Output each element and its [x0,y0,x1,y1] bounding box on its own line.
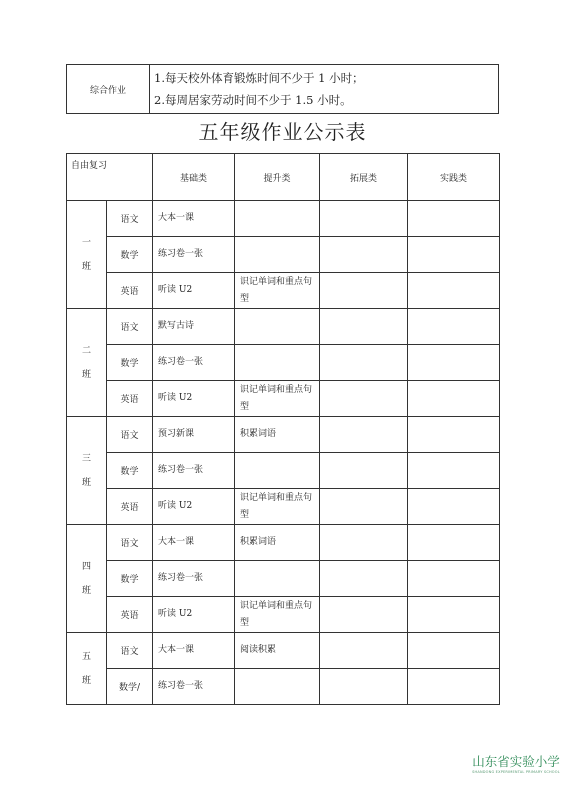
subject-cell: 语文 [107,525,153,561]
table-row [67,453,500,489]
extension-homework-cell [320,381,408,417]
practice-homework-cell [408,417,500,453]
table-row [67,381,500,417]
extension-homework-cell [320,237,408,273]
comprehensive-homework-label: 综合作业 [67,65,150,114]
class-name-cell [67,525,107,633]
extension-homework-cell [320,417,408,453]
class-name-char: 一 [81,237,91,248]
table-row [67,237,500,273]
header-free-review: 自由复习 [67,154,153,201]
extension-homework-cell [320,669,408,705]
class-name-cell [67,633,107,705]
advanced-homework-cell: 识记单词和重点句型 [235,273,320,309]
subject-cell: 数学 [107,453,153,489]
class-name-char: 四 [81,561,91,572]
extension-homework-cell [320,453,408,489]
table-row [67,309,500,345]
table-row [67,201,500,237]
basic-homework-cell: 听读 U2 [153,489,235,525]
advanced-homework-cell: 识记单词和重点句型 [235,489,320,525]
extension-homework-cell [320,273,408,309]
comprehensive-item-2: 2.每周居家劳动时间不少于 1.5 小时。 [154,93,352,107]
practice-homework-cell [408,453,500,489]
subject-cell: 英语 [107,597,153,633]
school-logo [472,752,560,774]
practice-homework-cell [408,381,500,417]
practice-homework-cell [408,273,500,309]
extension-homework-cell [320,201,408,237]
subject-cell: 语文 [107,417,153,453]
subject-cell: 语文 [107,201,153,237]
basic-homework-cell: 大本一课 [153,201,235,237]
basic-homework-cell: 大本一课 [153,525,235,561]
subject-cell: 语文 [107,309,153,345]
table-row [67,489,500,525]
class-name-char: 二 [81,345,91,356]
class-name-char: 五 [81,651,91,662]
practice-homework-cell [408,669,500,705]
basic-homework-cell: 听读 U2 [153,273,235,309]
basic-homework-cell: 听读 U2 [153,597,235,633]
practice-homework-cell [408,309,500,345]
subject-cell: 语文 [107,633,153,669]
comprehensive-homework-items [150,65,499,114]
header-basic: 基础类 [153,154,235,201]
subject-cell: 数学 [107,237,153,273]
school-logo-name: 山东省实验小学 [472,754,560,769]
class-name-cell [67,417,107,525]
class-name-char: 三 [81,453,91,464]
basic-homework-cell: 练习卷一张 [153,453,235,489]
advanced-homework-cell [235,309,320,345]
subject-cell: 数学 [107,561,153,597]
advanced-homework-cell [235,561,320,597]
subject-cell: 英语 [107,489,153,525]
basic-homework-cell: 大本一课 [153,633,235,669]
advanced-homework-cell: 积累词语 [235,417,320,453]
advanced-homework-cell: 识记单词和重点句型 [235,597,320,633]
homework-table [66,153,500,705]
comprehensive-homework-table [66,64,499,114]
practice-homework-cell [408,345,500,381]
basic-homework-cell: 练习卷一张 [153,669,235,705]
subject-cell: 数学/ [107,669,153,705]
table-row [67,669,500,705]
class-name-cell [67,201,107,309]
advanced-homework-cell [235,201,320,237]
subject-cell: 数学 [107,345,153,381]
practice-homework-cell [408,525,500,561]
school-logo-english: SHANDONG EXPERIMENTAL PRIMARY SCHOOL [472,770,560,774]
extension-homework-cell [320,345,408,381]
extension-homework-cell [320,561,408,597]
table-row [67,561,500,597]
class-name-char: 班 [81,369,91,380]
table-header-row [67,154,500,201]
homework-table-body [67,154,500,705]
subject-cell: 英语 [107,273,153,309]
class-name-char: 班 [81,675,91,686]
advanced-homework-cell [235,237,320,273]
basic-homework-cell: 预习新课 [153,417,235,453]
header-practice: 实践类 [408,154,500,201]
table-row [67,597,500,633]
extension-homework-cell [320,597,408,633]
practice-homework-cell [408,201,500,237]
practice-homework-cell [408,561,500,597]
advanced-homework-cell [235,453,320,489]
basic-homework-cell: 练习卷一张 [153,345,235,381]
table-row [67,525,500,561]
class-name-char: 班 [81,585,91,596]
table-row [67,417,500,453]
page-title: 五年级作业公示表 [198,120,367,144]
basic-homework-cell: 练习卷一张 [153,237,235,273]
header-extension: 拓展类 [320,154,408,201]
advanced-homework-cell: 识记单词和重点句型 [235,381,320,417]
advanced-homework-cell: 阅读积累 [235,633,320,669]
class-name-char: 班 [81,477,91,488]
practice-homework-cell [408,489,500,525]
advanced-homework-cell: 积累词语 [235,525,320,561]
table-row [67,273,500,309]
table-row [67,345,500,381]
basic-homework-cell: 练习卷一张 [153,561,235,597]
practice-homework-cell [408,633,500,669]
advanced-homework-cell [235,345,320,381]
header-advanced: 提升类 [235,154,320,201]
advanced-homework-cell [235,669,320,705]
practice-homework-cell [408,237,500,273]
extension-homework-cell [320,633,408,669]
extension-homework-cell [320,525,408,561]
practice-homework-cell [408,597,500,633]
extension-homework-cell [320,489,408,525]
subject-cell: 英语 [107,381,153,417]
table-row [67,633,500,669]
comprehensive-item-1: 1.每天校外体育锻炼时间不少于 1 小时； [154,71,364,85]
basic-homework-cell: 默写古诗 [153,309,235,345]
class-name-char: 班 [81,261,91,272]
extension-homework-cell [320,309,408,345]
basic-homework-cell: 听读 U2 [153,381,235,417]
class-name-cell [67,309,107,417]
